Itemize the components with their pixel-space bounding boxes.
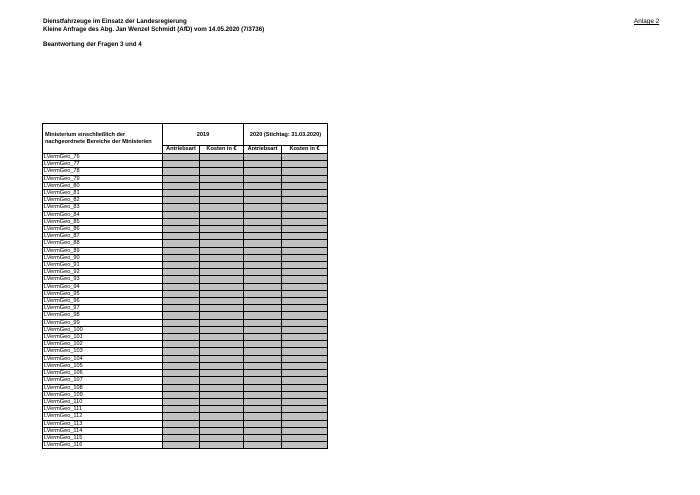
cost-2019-cell: [200, 341, 244, 348]
drive-type-2020-cell: [244, 334, 282, 341]
drive-type-2019-cell: [163, 427, 200, 434]
cost-2020-cell: [282, 262, 328, 269]
drive-type-2019-cell: [163, 355, 200, 362]
cost-2019-cell: [200, 161, 244, 168]
cost-2020-cell: [282, 334, 328, 341]
drive-type-2020-cell: [244, 190, 282, 197]
table-row: [43, 384, 328, 391]
drive-type-2019-cell: [163, 319, 200, 326]
drive-type-2019-cell: [163, 377, 200, 384]
cost-2020-cell: [282, 247, 328, 254]
table-row: [43, 370, 328, 377]
cost-2019-cell: [200, 420, 244, 427]
table-row: [43, 269, 328, 276]
row-label: LVermGeo_97: [43, 305, 163, 312]
table-row: [43, 420, 328, 427]
vehicles-table: [42, 123, 328, 449]
drive-type-2019-cell: [163, 442, 200, 449]
cost-2019-cell: [200, 355, 244, 362]
row-label: LVermGeo_99: [43, 319, 163, 326]
drive-type-2020-cell: [244, 398, 282, 405]
cost-2020-cell: [282, 226, 328, 233]
cost-2020-cell: [282, 355, 328, 362]
drive-type-2019-cell: [163, 362, 200, 369]
drive-type-2020-cell: [244, 355, 282, 362]
cost-2020-cell: [282, 420, 328, 427]
row-label: LVermGeo_111: [43, 406, 163, 413]
table-row: [43, 226, 328, 233]
drive-type-2020-cell: [244, 276, 282, 283]
table-row: [43, 377, 328, 384]
row-label: LVermGeo_91: [43, 262, 163, 269]
drive-type-2020-cell: [244, 427, 282, 434]
drive-type-2019-cell: [163, 290, 200, 297]
row-label: LVermGeo_81: [43, 190, 163, 197]
cost-2019-cell: [200, 427, 244, 434]
table-row: [43, 341, 328, 348]
annex-label: Anlage 2: [634, 18, 660, 25]
row-label: LVermGeo_107: [43, 377, 163, 384]
drive-type-2020-cell: [244, 290, 282, 297]
row-label: LVermGeo_95: [43, 290, 163, 297]
row-label: LVermGeo_94: [43, 283, 163, 290]
row-label: LVermGeo_115: [43, 434, 163, 441]
drive-type-2019-cell: [163, 370, 200, 377]
cost-2020-cell: [282, 384, 328, 391]
drive-type-2020-cell: [244, 384, 282, 391]
row-label: LVermGeo_88: [43, 240, 163, 247]
row-label: LVermGeo_93: [43, 276, 163, 283]
drive-type-2020-cell: [244, 370, 282, 377]
table-row: [43, 154, 328, 161]
drive-type-2020-cell: [244, 161, 282, 168]
table-row: [43, 406, 328, 413]
table-row: [43, 312, 328, 319]
cost-2020-cell: [282, 326, 328, 333]
cost-2019-cell: [200, 370, 244, 377]
drive-type-2020-cell: [244, 326, 282, 333]
drive-type-2019-cell: [163, 348, 200, 355]
cost-2019-cell: [200, 283, 244, 290]
drive-type-2020-cell: [244, 262, 282, 269]
cost-2019-cell: [200, 211, 244, 218]
table-row: [43, 326, 328, 333]
drive-type-2019-cell: [163, 211, 200, 218]
drive-type-2019-cell: [163, 175, 200, 182]
row-label: LVermGeo_86: [43, 226, 163, 233]
table-row: [43, 233, 328, 240]
cost-2019-cell: [200, 240, 244, 247]
table-row: [43, 247, 328, 254]
table-row: [43, 391, 328, 398]
drive-type-2020-cell: [244, 211, 282, 218]
drive-type-2020-header: Antriebsart: [244, 146, 282, 154]
drive-type-2019-cell: [163, 197, 200, 204]
cost-2019-cell: [200, 290, 244, 297]
cost-2020-cell: [282, 269, 328, 276]
row-label: LVermGeo_110: [43, 398, 163, 405]
cost-2020-cell: [282, 341, 328, 348]
row-label: LVermGeo_104: [43, 355, 163, 362]
cost-2020-cell: [282, 298, 328, 305]
cost-2019-cell: [200, 154, 244, 161]
cost-2020-cell: [282, 254, 328, 261]
row-label: LVermGeo_89: [43, 247, 163, 254]
drive-type-2020-cell: [244, 298, 282, 305]
drive-type-2019-cell: [163, 413, 200, 420]
row-label: LVermGeo_100: [43, 326, 163, 333]
drive-type-2020-cell: [244, 182, 282, 189]
cost-2020-cell: [282, 240, 328, 247]
cost-2019-cell: [200, 204, 244, 211]
cost-2019-cell: [200, 298, 244, 305]
table-row: [43, 348, 328, 355]
cost-2020-cell: [282, 391, 328, 398]
drive-type-2019-cell: [163, 406, 200, 413]
drive-type-2019-cell: [163, 384, 200, 391]
table-row: [43, 182, 328, 189]
cost-2020-cell: [282, 233, 328, 240]
table-row: [43, 283, 328, 290]
drive-type-2019-cell: [163, 218, 200, 225]
cost-2020-cell: [282, 276, 328, 283]
table-row: [43, 190, 328, 197]
cost-2019-cell: [200, 247, 244, 254]
row-label: LVermGeo_98: [43, 312, 163, 319]
cost-2020-cell: [282, 154, 328, 161]
cost-2020-cell: [282, 211, 328, 218]
drive-type-2019-cell: [163, 182, 200, 189]
cost-2020-cell: [282, 290, 328, 297]
cost-2020-cell: [282, 442, 328, 449]
cost-2019-cell: [200, 348, 244, 355]
document-title: Dienstfahrzeuge im Einsatz der Landesregierung: [43, 18, 187, 25]
document-header: [43, 18, 264, 34]
cost-2019-cell: [200, 312, 244, 319]
drive-type-2019-cell: [163, 283, 200, 290]
drive-type-2020-cell: [244, 226, 282, 233]
cost-2019-cell: [200, 197, 244, 204]
drive-type-2020-cell: [244, 175, 282, 182]
row-label: LVermGeo_113: [43, 420, 163, 427]
row-label: LVermGeo_116: [43, 442, 163, 449]
table-row: [43, 305, 328, 312]
cost-2019-cell: [200, 218, 244, 225]
table-row: [43, 161, 328, 168]
drive-type-2020-cell: [244, 247, 282, 254]
table-row: [43, 254, 328, 261]
drive-type-2019-header: Antriebsart: [163, 146, 200, 154]
table-row: [43, 218, 328, 225]
cost-2019-cell: [200, 190, 244, 197]
cost-2020-cell: [282, 168, 328, 175]
cost-2019-cell: [200, 442, 244, 449]
ministry-column-header: Ministerium einschließlich der nachgeordnete Bereiche der Ministerien: [43, 124, 163, 154]
cost-2020-cell: [282, 305, 328, 312]
row-label: LVermGeo_106: [43, 370, 163, 377]
row-label: LVermGeo_112: [43, 413, 163, 420]
drive-type-2019-cell: [163, 420, 200, 427]
row-label: LVermGeo_77: [43, 161, 163, 168]
document-subtitle: Beantwortung der Fragen 3 und 4: [43, 41, 142, 48]
cost-2019-cell: [200, 391, 244, 398]
drive-type-2019-cell: [163, 398, 200, 405]
row-label: LVermGeo_108: [43, 384, 163, 391]
drive-type-2019-cell: [163, 312, 200, 319]
cost-2020-cell: [282, 204, 328, 211]
drive-type-2019-cell: [163, 226, 200, 233]
drive-type-2019-cell: [163, 276, 200, 283]
cost-2019-cell: [200, 305, 244, 312]
cost-2020-cell: [282, 406, 328, 413]
drive-type-2019-cell: [163, 161, 200, 168]
year-2019-header: 2019: [163, 124, 244, 146]
row-label: LVermGeo_84: [43, 211, 163, 218]
drive-type-2019-cell: [163, 168, 200, 175]
drive-type-2020-cell: [244, 434, 282, 441]
drive-type-2019-cell: [163, 326, 200, 333]
cost-2019-cell: [200, 413, 244, 420]
drive-type-2020-cell: [244, 197, 282, 204]
table-row: [43, 362, 328, 369]
table-row: [43, 240, 328, 247]
drive-type-2020-cell: [244, 319, 282, 326]
cost-2020-header: Kosten in €: [282, 146, 328, 154]
table-row: [43, 355, 328, 362]
cost-2020-cell: [282, 175, 328, 182]
cost-2019-cell: [200, 269, 244, 276]
cost-2019-cell: [200, 182, 244, 189]
drive-type-2019-cell: [163, 247, 200, 254]
row-label: LVermGeo_79: [43, 175, 163, 182]
cost-2019-cell: [200, 226, 244, 233]
table-row: [43, 262, 328, 269]
drive-type-2020-cell: [244, 377, 282, 384]
drive-type-2019-cell: [163, 233, 200, 240]
drive-type-2020-cell: [244, 218, 282, 225]
drive-type-2019-cell: [163, 190, 200, 197]
drive-type-2020-cell: [244, 240, 282, 247]
row-label: LVermGeo_83: [43, 204, 163, 211]
cost-2020-cell: [282, 182, 328, 189]
cost-2019-header: Kosten in €: [200, 146, 244, 154]
cost-2019-cell: [200, 319, 244, 326]
table-row: [43, 427, 328, 434]
table-row: [43, 298, 328, 305]
drive-type-2020-cell: [244, 283, 282, 290]
cost-2020-cell: [282, 427, 328, 434]
cost-2019-cell: [200, 434, 244, 441]
drive-type-2020-cell: [244, 312, 282, 319]
drive-type-2019-cell: [163, 434, 200, 441]
table-row: [43, 276, 328, 283]
row-label: LVermGeo_101: [43, 334, 163, 341]
row-label: LVermGeo_96: [43, 298, 163, 305]
drive-type-2020-cell: [244, 341, 282, 348]
drive-type-2020-cell: [244, 269, 282, 276]
drive-type-2019-cell: [163, 204, 200, 211]
cost-2020-cell: [282, 398, 328, 405]
cost-2019-cell: [200, 276, 244, 283]
table-row: [43, 334, 328, 341]
table-row: [43, 290, 328, 297]
cost-2019-cell: [200, 254, 244, 261]
cost-2020-cell: [282, 434, 328, 441]
cost-2020-cell: [282, 362, 328, 369]
row-label: LVermGeo_114: [43, 427, 163, 434]
table-row: [43, 168, 328, 175]
row-label: LVermGeo_76: [43, 154, 163, 161]
table-row: [43, 319, 328, 326]
drive-type-2019-cell: [163, 334, 200, 341]
cost-2020-cell: [282, 319, 328, 326]
drive-type-2020-cell: [244, 413, 282, 420]
row-label: LVermGeo_90: [43, 254, 163, 261]
document-reference: Kleine Anfrage des Abg. Jan Wenzel Schmidt (AfD) vom 14.05.2020 (7/3736): [43, 26, 265, 33]
drive-type-2020-cell: [244, 154, 282, 161]
drive-type-2019-cell: [163, 269, 200, 276]
drive-type-2019-cell: [163, 262, 200, 269]
drive-type-2019-cell: [163, 254, 200, 261]
table-row: [43, 211, 328, 218]
drive-type-2020-cell: [244, 391, 282, 398]
drive-type-2020-cell: [244, 362, 282, 369]
cost-2019-cell: [200, 362, 244, 369]
row-label: LVermGeo_103: [43, 348, 163, 355]
drive-type-2020-cell: [244, 442, 282, 449]
drive-type-2020-cell: [244, 254, 282, 261]
cost-2019-cell: [200, 406, 244, 413]
drive-type-2019-cell: [163, 305, 200, 312]
cost-2019-cell: [200, 384, 244, 391]
cost-2019-cell: [200, 326, 244, 333]
drive-type-2019-cell: [163, 341, 200, 348]
drive-type-2020-cell: [244, 406, 282, 413]
cost-2020-cell: [282, 370, 328, 377]
cost-2020-cell: [282, 348, 328, 355]
cost-2020-cell: [282, 218, 328, 225]
cost-2019-cell: [200, 377, 244, 384]
table-row: [43, 398, 328, 405]
drive-type-2020-cell: [244, 233, 282, 240]
table-row: [43, 442, 328, 449]
cost-2020-cell: [282, 377, 328, 384]
row-label: LVermGeo_92: [43, 269, 163, 276]
cost-2020-cell: [282, 283, 328, 290]
cost-2019-cell: [200, 175, 244, 182]
cost-2019-cell: [200, 334, 244, 341]
row-label: LVermGeo_80: [43, 182, 163, 189]
cost-2019-cell: [200, 168, 244, 175]
cost-2020-cell: [282, 161, 328, 168]
table-row: [43, 175, 328, 182]
table-row: [43, 197, 328, 204]
cost-2020-cell: [282, 190, 328, 197]
drive-type-2020-cell: [244, 204, 282, 211]
cost-2019-cell: [200, 233, 244, 240]
row-label: LVermGeo_85: [43, 218, 163, 225]
row-label: LVermGeo_87: [43, 233, 163, 240]
cost-2020-cell: [282, 312, 328, 319]
table-row: [43, 204, 328, 211]
row-label: LVermGeo_78: [43, 168, 163, 175]
row-label: LVermGeo_109: [43, 391, 163, 398]
drive-type-2019-cell: [163, 154, 200, 161]
cost-2020-cell: [282, 413, 328, 420]
table-header-row: [43, 124, 328, 146]
cost-2020-cell: [282, 197, 328, 204]
cost-2019-cell: [200, 262, 244, 269]
drive-type-2020-cell: [244, 348, 282, 355]
year-2020-header: 2020 (Stichtag: 31.03.2020): [244, 124, 328, 146]
drive-type-2019-cell: [163, 391, 200, 398]
drive-type-2019-cell: [163, 240, 200, 247]
cost-2019-cell: [200, 398, 244, 405]
table-row: [43, 434, 328, 441]
row-label: LVermGeo_105: [43, 362, 163, 369]
drive-type-2020-cell: [244, 168, 282, 175]
drive-type-2020-cell: [244, 305, 282, 312]
row-label: LVermGeo_82: [43, 197, 163, 204]
drive-type-2019-cell: [163, 298, 200, 305]
row-label: LVermGeo_102: [43, 341, 163, 348]
drive-type-2020-cell: [244, 420, 282, 427]
table-row: [43, 413, 328, 420]
